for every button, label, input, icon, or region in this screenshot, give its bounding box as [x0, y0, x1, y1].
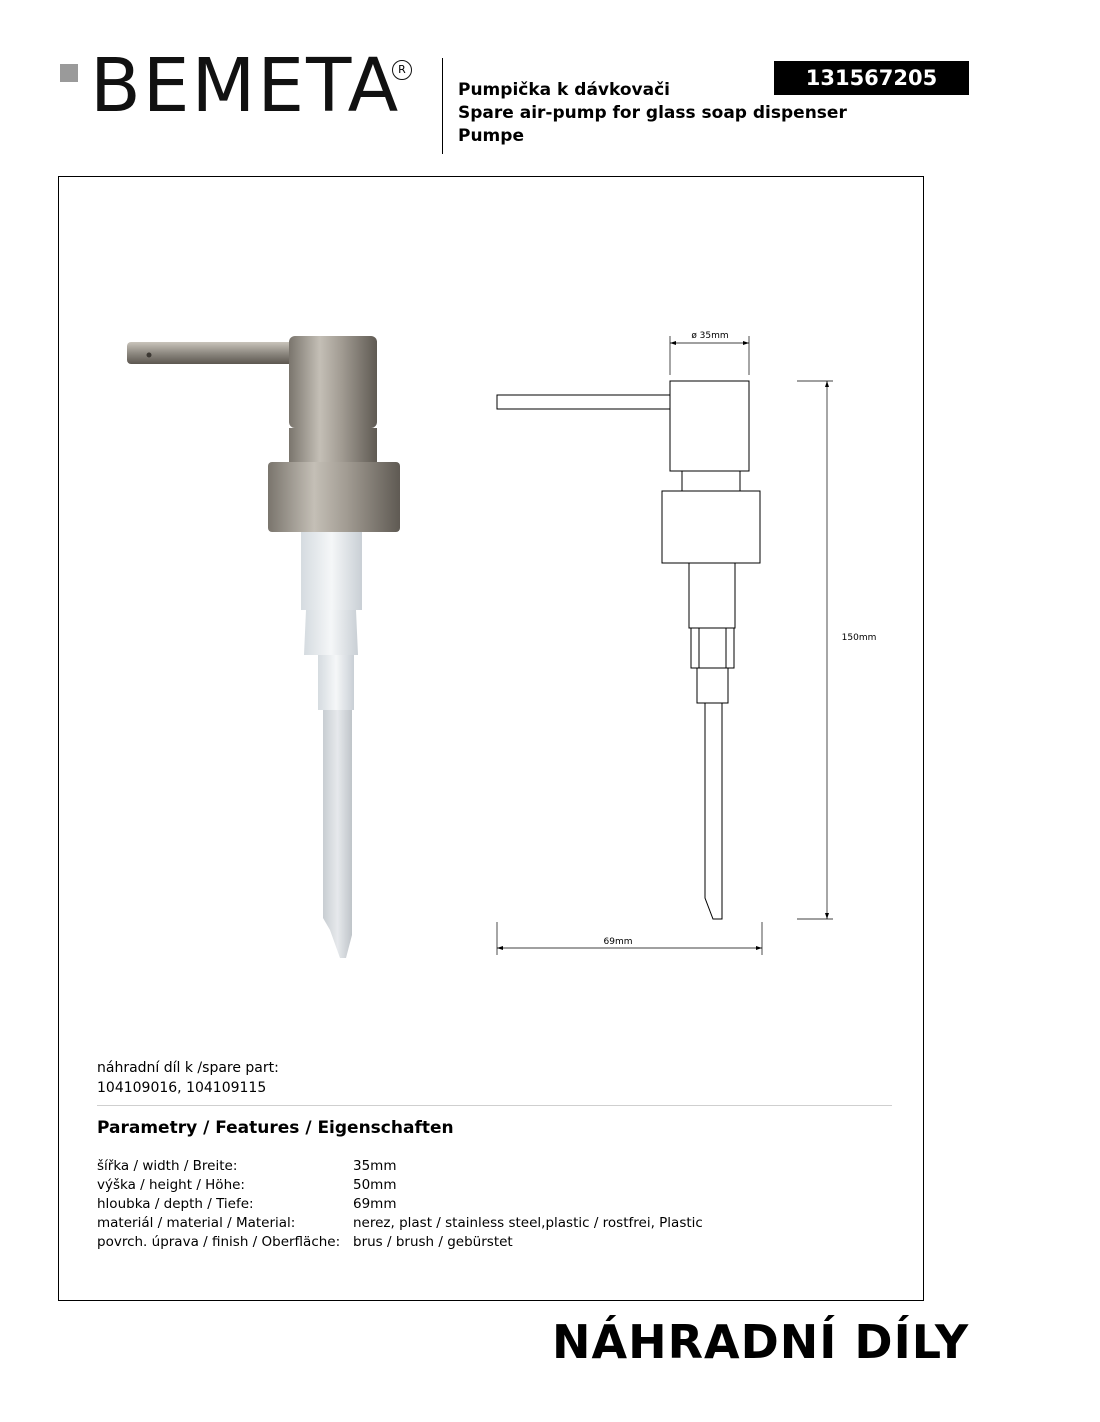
drawing-plastic-body [689, 563, 735, 628]
drawing-spout [497, 395, 670, 409]
footer-title: NÁHRADNÍ DÍLY [552, 1315, 970, 1369]
section-divider [97, 1105, 892, 1106]
drawing-head [670, 381, 749, 471]
dim-width-label: 69mm [603, 937, 633, 947]
dim-diameter-label: ø 35mm [691, 331, 729, 341]
param-value: 50mm [353, 1177, 397, 1193]
drawing-neck [682, 471, 740, 491]
spare-part-label: náhradní díl k /spare part: [97, 1060, 279, 1076]
param-value: brus / brush / gebürstet [353, 1234, 513, 1250]
brand-logo: BEMETA [90, 43, 401, 129]
photo-spout [127, 342, 293, 364]
arrow [743, 341, 749, 345]
arrow [497, 946, 503, 950]
drawing-sleeve [697, 668, 728, 703]
technical-drawing [497, 336, 833, 955]
spare-part-codes: 104109016, 104109115 [97, 1080, 267, 1096]
product-title-en: Spare air-pump for glass soap dispenser [458, 103, 847, 123]
photo-pump-neck [289, 428, 377, 464]
drawing-ribbed [691, 628, 734, 668]
dim-height-label: 150mm [841, 633, 877, 643]
drawing-tube [705, 703, 722, 919]
param-row [97, 1195, 703, 1214]
param-row [97, 1157, 703, 1176]
arrow [670, 341, 676, 345]
param-value: nerez, plast / stainless steel,plastic / rostfrei, Plastic [353, 1215, 703, 1231]
product-code-badge: 131567205 [774, 61, 969, 95]
photo-collar [268, 462, 400, 532]
arrow [825, 913, 829, 919]
dimension-arrows [497, 341, 829, 950]
param-value: 69mm [353, 1196, 397, 1212]
param-label: povrch. úprava / finish / Oberfläche: [97, 1234, 341, 1250]
drawing-collar [662, 491, 760, 563]
photo-plastic-ribbed [304, 610, 358, 655]
pump-photo [127, 336, 400, 958]
param-label: materiál / material / Material: [97, 1215, 296, 1231]
photo-dip-tube [323, 710, 352, 958]
registered-mark: R [392, 60, 412, 80]
photo-spout-hole [147, 353, 152, 358]
param-value: 35mm [353, 1158, 397, 1174]
param-label: hloubka / depth / Tiefe: [97, 1196, 254, 1212]
param-label: šířka / width / Breite: [97, 1158, 238, 1174]
photo-plastic-body [301, 532, 362, 610]
photo-plastic-sleeve [318, 655, 354, 710]
photo-pump-head [289, 336, 377, 428]
product-title-de: Pumpe [458, 126, 524, 146]
arrow [825, 381, 829, 387]
param-row [97, 1176, 703, 1195]
product-title-cz: Pumpička k dávkovači [458, 80, 670, 100]
parameters-table [97, 1157, 703, 1252]
param-row [97, 1214, 703, 1233]
features-heading: Parametry / Features / Eigenschaften [97, 1118, 454, 1138]
arrow [756, 946, 762, 950]
param-row [97, 1233, 703, 1252]
param-label: výška / height / Höhe: [97, 1177, 245, 1193]
